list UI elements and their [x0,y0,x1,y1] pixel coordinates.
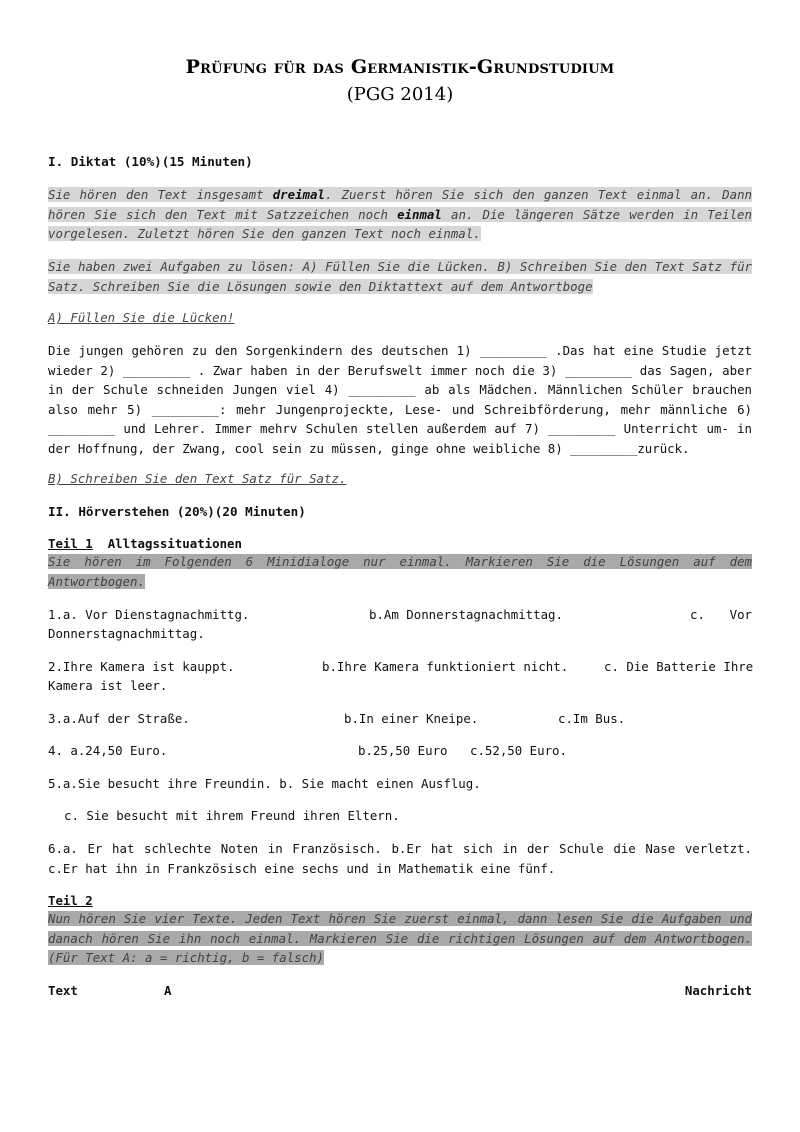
q4-option-b: b.25,50 Euro [358,743,448,758]
q2-option-c: c. Die Batterie Ihre [604,659,754,674]
q1-option-b: b.Am Donnerstagnachmittag. [369,607,563,622]
q1-option-c-cont: Donnerstagnachmittag. [48,626,205,641]
teil1-label: Teil 1 [48,536,93,551]
teil2-heading [48,891,752,910]
q3-option-a: 3.a.Auf der Straße. [48,711,190,726]
document-title-block [0,53,800,109]
q1-option-c: c. Vor [690,607,752,622]
q2-option-a: 2.Ihre Kamera ist kauppt. [48,659,235,674]
text-letter: A [164,983,172,998]
q5-option-c: c. Sie besucht mit ihrem Freund ihren Eltern. [64,808,400,823]
document-subtitle: (PGG 2014) [346,84,454,105]
q3-option-b: b.In einer Kneipe. [344,711,479,726]
q4-option-a: 4. a.24,50 Euro. [48,743,168,758]
teil2-instruction: Nun hören Sie vier Texte. Jeden Text hören Sie zuerst einmal, dann lesen Sie die Aufgaben und danach hören Sie ihn noch einmal. Markieren Sie die richtigen Lösungen auf dem Antwortbogen.(Für Text A: a = richtig, b = falsch) [48,911,752,966]
text-label: Text [48,983,78,998]
gap-fill-text: Die jungen gehören zu den Sorgenkindern des deutschen 1) _________ .Das hat eine Studie jetzt wieder 2) _________ . Zwar haben in der Berufswelt immer noch die 3) _________ das Sagen, aber in der Schule schneiden Jungen viel 4) _________ ab als Mädchen. Männlichen Schüler brauchen also mehr 5) _________: mehr Jungenprojeckte, Lese- und Schreibförderung, mehr männliche 6) _________ und Lehrer. Immer mehrv Schulen stellen außerdem auf 7) _________ Unterricht um- in der Hoffnung, der Zwang, cool sein zu müssen, ginge ohne weibliche 8) _________zurück. [48,343,752,456]
section-diktat-heading: I. Diktat (10%)(15 Minuten) [48,154,253,169]
teil1-instruction: Sie hören im Folgenden 6 Minidialoge nur einmal. Markieren Sie die Lösungen auf dem Antwortbogen. [48,554,752,589]
diktat-instruction-2: Sie haben zwei Aufgaben zu lösen: A) Füllen Sie die Lücken. B) Schreiben Sie den Text Satz für Satz. Schreiben Sie die Lösungen sowie den Diktattext auf dem Antwortboge [48,259,752,294]
teil2-label: Teil 2 [48,893,93,908]
section-hoerverstehen-heading: II. Hörverstehen (20%)(20 Minuten) [48,504,306,519]
document-title: Prüfung für das Germanistik-Grundstudium [185,56,615,78]
q6-options: 6.a. Er hat schlechte Noten in Französisch. b.Er hat sich in der Schule die Nase verletzt. c.Er hat ihn in Frankzösisch eine sechs und in Mathematik eine fünf. [48,841,752,876]
teil1-title: Alltagssituationen [107,536,242,551]
q5-options-ab: 5.a.Sie besucht ihre Freundin. b. Sie macht einen Ausflug. [48,776,481,791]
q3-option-c: c.Im Bus. [558,711,626,726]
q4-option-c: c.52,50 Euro. [470,743,567,758]
q2-option-b: b.Ihre Kamera funktioniert nicht. [322,659,569,674]
text-type: Nachricht [684,983,752,998]
part-a-heading: A) Füllen Sie die Lücken! [48,310,235,325]
q2-option-c-cont: Kamera ist leer. [48,678,168,693]
q1-option-a: 1.a. Vor Dienstagnachmittg. [48,607,250,622]
teil1-heading [48,534,752,553]
part-b-heading: B) Schreiben Sie den Text Satz für Satz. [48,471,347,486]
diktat-instruction-1: Sie hören den Text insgesamt dreimal. Zuerst hören Sie sich den ganzen Text einmal an. Dann hören Sie sich den Text mit Satzzeichen noch einmal an. Die längeren Sätze werden in Teilen vorgelesen. Zuletzt hören Sie den ganzen Text noch einmal. [48,187,752,242]
